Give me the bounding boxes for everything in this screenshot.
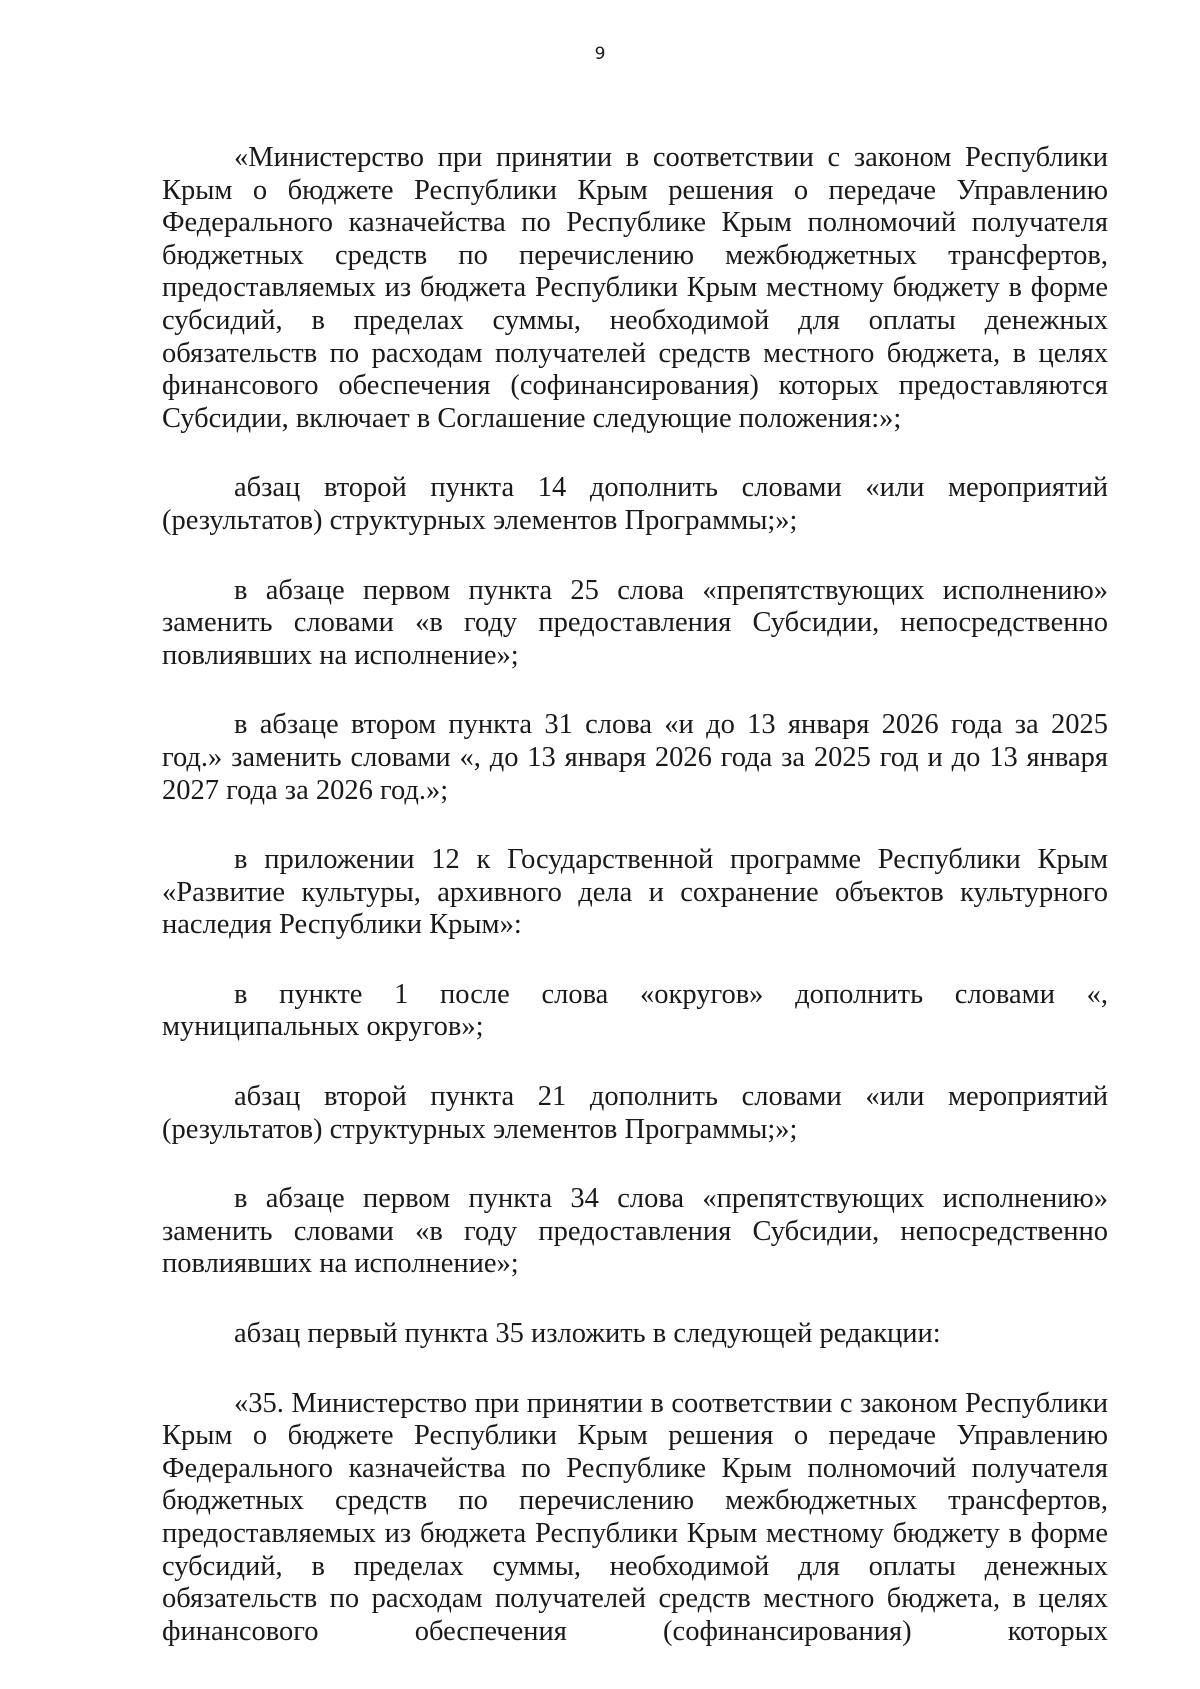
paragraph-item-25: в абзаце первом пункта 25 слова «препятствующих исполнению» заменить словами «в году предоставления Субсидии, непосредственно повлиявших на исполнение»; [162, 574, 1108, 671]
paragraph-ministry-provisions: «Министерство при принятии в соответствии с законом Республики Крым о бюджете Республики Крым решения о передаче Управлению Федерального казначейства по Республике Крым полномочий получателя бюджетных средств по перечислению межбюджетных трансфертов, предоставляемых из бюджета Республики Крым местному бюджету в форме субсидий, в пределах суммы, необходимой для оплаты денежных обязательств по расходам получателей средств местного бюджета, в целях финансового обеспечения (софинансирования) которых предоставляются Субсидии, включает в Соглашение следующие положения:»; [162, 142, 1108, 434]
paragraph-item-34: в абзаце первом пункта 34 слова «препятствующих исполнению» заменить словами «в году предоставления Субсидии, непосредственно повлиявших на исполнение»; [162, 1183, 1108, 1280]
paragraph-item-1: в пункте 1 после слова «округов» дополнить словами «, муниципальных округов»; [162, 978, 1108, 1043]
document-body [162, 142, 1108, 1648]
paragraph-item-31: в абзаце втором пункта 31 слова «и до 13 января 2026 года за 2025 год.» заменить словами «, до 13 января 2026 года за 2025 год и до 13 января 2027 года за 2026 год.»; [162, 709, 1108, 806]
paragraph-item-35-intro: абзац первый пункта 35 изложить в следующей редакции: [234, 1318, 941, 1350]
paragraph-item-14: абзац второй пункта 14 дополнить словами «или мероприятий (результатов) структурных элементов Программы;»; [162, 472, 1108, 536]
paragraph-item-35-text: «35. Министерство при принятии в соответствии с законом Республики Крым о бюджете Республики Крым решения о передаче Управлению Федерального казначейства по Республике Крым полномочий получателя бюджетных средств по перечислению межбюджетных трансфертов, предоставляемых из бюджета Республики Крым местному бюджету в форме субсидий, в пределах суммы, необходимой для оплаты денежных обязательств по расходам получателей средств местного бюджета, в целях финансового обеспечения (софинансирования) которых [162, 1387, 1108, 1647]
page-number: 9 [594, 44, 606, 64]
paragraph-appendix-12: в приложении 12 к Государственной программе Республики Крым «Развитие культуры, архивного дела и сохранение объектов культурного наследия Республики Крым»: [162, 844, 1108, 941]
paragraph-item-21: абзац второй пункта 21 дополнить словами «или мероприятий (результатов) структурных элементов Программы;»; [162, 1081, 1108, 1145]
